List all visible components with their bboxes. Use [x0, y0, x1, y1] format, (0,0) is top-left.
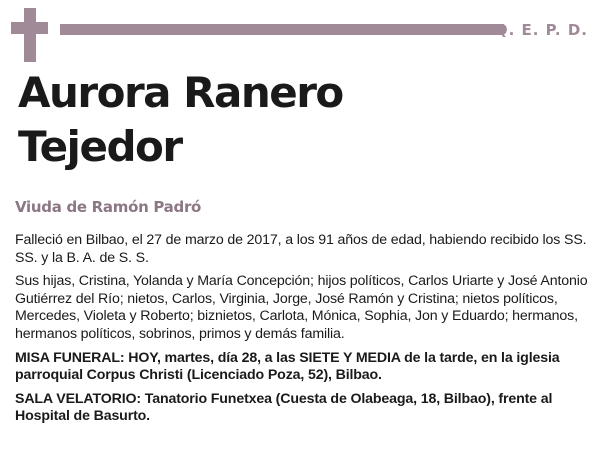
death-paragraph: Falleció en Bilbao, el 27 de marzo de 2017, a los 91 años de edad, habiendo recibido los SS. SS. y la B. A. de S. S.	[15, 232, 587, 266]
header-rule	[60, 24, 504, 35]
cross-icon-bar	[11, 22, 48, 34]
deceased-name-line2: Tejedor	[18, 122, 182, 171]
funeral-paragraph: MISA FUNERAL: HOY, martes, día 28, a las SIETE Y MEDIA de la tarde, en la iglesia parroquial Corpus Christi (Licenciado Poza, 52), Bilbao.	[15, 349, 560, 384]
qepd-label: Q. E. P. D.	[494, 21, 588, 39]
deceased-name	[18, 66, 343, 174]
deceased-name-line1: Aurora Ranero	[18, 68, 343, 117]
cross-icon	[24, 8, 36, 62]
wake-paragraph: SALA VELATORIO: Tanatorio Funetxea (Cuesta de Olabeaga, 18, Bilbao), frente al Hospital de Basurto.	[15, 390, 553, 425]
family-paragraph: Sus hijas, Cristina, Yolanda y María Concepción; hijos políticos, Carlos Uriarte y José Antonio Gutiérrez del Río; nietos, Carlos, Virginia, Jorge, José Ramón y Cristina; nietos políticos, Mercedes, Violeta y Roberto; biznietos, Carlota, Mónica, Sophia, Jon y Eduardo; hermanos, hermanos políticos, sobrinos, primos y demás familia.	[15, 273, 588, 342]
widow-subtitle: Viuda de Ramón Padró	[15, 198, 202, 216]
obituary-body	[15, 232, 589, 432]
